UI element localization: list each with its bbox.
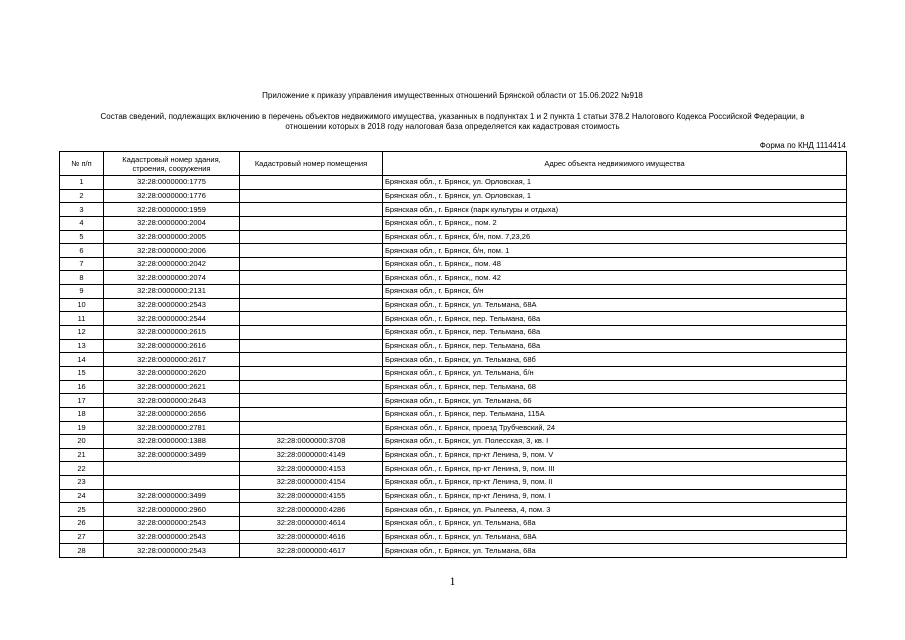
building-cadastral-number: 32:28:0000000:2656 (104, 407, 240, 421)
row-number: 26 (60, 517, 104, 531)
building-cadastral-number: 32:28:0000000:2042 (104, 257, 240, 271)
page-number: 1 (449, 574, 456, 588)
room-cadastral-number (240, 312, 383, 326)
table-header-row (60, 152, 847, 176)
table-row (60, 244, 847, 258)
address: Брянская обл., г. Брянск, ул. Тельмана, 68а (383, 517, 847, 531)
address: Брянская обл., г. Брянск, проезд Трубчевский, 24 (383, 421, 847, 435)
room-cadastral-number: 32:28:0000000:4614 (240, 517, 383, 531)
row-number: 16 (60, 380, 104, 394)
address: Брянская обл., г. Брянск, пер. Тельмана, 68а (383, 326, 847, 340)
address: Брянская обл., г. Брянск, пр-кт Ленина, 9, пом. I (383, 489, 847, 503)
address: Брянская обл., г. Брянск, пр-кт Ленина, 9, пом. V (383, 448, 847, 462)
room-cadastral-number (240, 257, 383, 271)
table-row (60, 230, 847, 244)
table-row (60, 271, 847, 285)
table-row (60, 517, 847, 531)
address: Брянская обл., г. Брянск, пер. Тельмана, 68 (383, 380, 847, 394)
room-cadastral-number: 32:28:0000000:4286 (240, 503, 383, 517)
table-row (60, 257, 847, 271)
row-number: 15 (60, 366, 104, 380)
column-header-address: Адрес объекта недвижимого имущества (383, 152, 847, 176)
row-number: 4 (60, 216, 104, 230)
table-row (60, 312, 847, 326)
address: Брянская обл., г. Брянск, б/н, пом. 7,23,26 (383, 230, 847, 244)
address: Брянская обл., г. Брянск, пер. Тельмана, 115А (383, 407, 847, 421)
table-row (60, 394, 847, 408)
room-cadastral-number (240, 176, 383, 190)
row-number: 13 (60, 339, 104, 353)
row-number: 1 (60, 176, 104, 190)
room-cadastral-number (240, 271, 383, 285)
table-row (60, 530, 847, 544)
building-cadastral-number (104, 462, 240, 476)
column-header-number: № п/п (60, 152, 104, 176)
address: Брянская обл., г. Брянск, ул. Орловская, 1 (383, 189, 847, 203)
room-cadastral-number: 32:28:0000000:4617 (240, 544, 383, 558)
building-cadastral-number: 32:28:0000000:1388 (104, 435, 240, 449)
address: Брянская обл., г. Брянск, ул. Тельмана, 68А (383, 298, 847, 312)
row-number: 6 (60, 244, 104, 258)
table-row (60, 339, 847, 353)
row-number: 11 (60, 312, 104, 326)
row-number: 23 (60, 476, 104, 490)
table-row (60, 476, 847, 490)
room-cadastral-number (240, 353, 383, 367)
room-cadastral-number (240, 380, 383, 394)
table-row (60, 435, 847, 449)
table-row (60, 380, 847, 394)
building-cadastral-number: 32:28:0000000:2615 (104, 326, 240, 340)
address: Брянская обл., г. Брянск,, пом. 48 (383, 257, 847, 271)
building-cadastral-number: 32:28:0000000:3499 (104, 489, 240, 503)
building-cadastral-number: 32:28:0000000:1959 (104, 203, 240, 217)
room-cadastral-number: 32:28:0000000:3708 (240, 435, 383, 449)
row-number: 12 (60, 326, 104, 340)
address: Брянская обл., г. Брянск,, пом. 42 (383, 271, 847, 285)
table-row (60, 326, 847, 340)
room-cadastral-number (240, 285, 383, 299)
row-number: 20 (60, 435, 104, 449)
table-row (60, 216, 847, 230)
building-cadastral-number: 32:28:0000000:2620 (104, 366, 240, 380)
row-number: 14 (60, 353, 104, 367)
row-number: 9 (60, 285, 104, 299)
row-number: 22 (60, 462, 104, 476)
room-cadastral-number (240, 326, 383, 340)
order-title: Приложение к приказу управления имущественных отношений Брянской области от 15.06.2022 №918 (262, 91, 643, 100)
row-number: 7 (60, 257, 104, 271)
building-cadastral-number: 32:28:0000000:2621 (104, 380, 240, 394)
room-cadastral-number (240, 203, 383, 217)
building-cadastral-number: 32:28:0000000:3499 (104, 448, 240, 462)
building-cadastral-number: 32:28:0000000:1776 (104, 189, 240, 203)
table-row (60, 176, 847, 190)
room-cadastral-number (240, 421, 383, 435)
table-row (60, 407, 847, 421)
column-header-room-cadastral: Кадастровый номер помещения (240, 152, 383, 176)
row-number: 8 (60, 271, 104, 285)
building-cadastral-number: 32:28:0000000:2781 (104, 421, 240, 435)
building-cadastral-number: 32:28:0000000:2543 (104, 298, 240, 312)
room-cadastral-number: 32:28:0000000:4616 (240, 530, 383, 544)
form-code: Форма по КНД 1114414 (759, 141, 846, 150)
building-cadastral-number (104, 476, 240, 490)
building-cadastral-number: 32:28:0000000:1775 (104, 176, 240, 190)
building-cadastral-number: 32:28:0000000:2960 (104, 503, 240, 517)
address: Брянская обл., г. Брянск, ул. Тельмана, 68а (383, 544, 847, 558)
table-row (60, 544, 847, 558)
room-cadastral-number: 32:28:0000000:4155 (240, 489, 383, 503)
building-cadastral-number: 32:28:0000000:2005 (104, 230, 240, 244)
document-description-line-1: Состав сведений, подлежащих включению в перечень объектов недвижимого имущества, указанных в подпунктах 1 и 2 пункта 1 статьи 378.2 Налогового Кодекса Российской Федерации, в (100, 112, 805, 121)
room-cadastral-number (240, 189, 383, 203)
building-cadastral-number: 32:28:0000000:2544 (104, 312, 240, 326)
row-number: 5 (60, 230, 104, 244)
building-cadastral-number: 32:28:0000000:2074 (104, 271, 240, 285)
address: Брянская обл., г. Брянск, ул. Полесская, 3, кв. I (383, 435, 847, 449)
document-description-line-2: отношении которых в 2018 году налоговая база определяется как кадастровая стоимость (285, 122, 620, 131)
address: Брянская обл., г. Брянск, ул. Рылеева, 4, пом. 3 (383, 503, 847, 517)
row-number: 28 (60, 544, 104, 558)
table-row (60, 421, 847, 435)
room-cadastral-number (240, 366, 383, 380)
table-row (60, 366, 847, 380)
address: Брянская обл., г. Брянск, б/н (383, 285, 847, 299)
table-row (60, 353, 847, 367)
building-cadastral-number: 32:28:0000000:2617 (104, 353, 240, 367)
address: Брянская обл., г. Брянск, ул. Тельмана, 68А (383, 530, 847, 544)
row-number: 3 (60, 203, 104, 217)
building-cadastral-number: 32:28:0000000:2004 (104, 216, 240, 230)
building-cadastral-number: 32:28:0000000:2543 (104, 530, 240, 544)
building-cadastral-number: 32:28:0000000:2616 (104, 339, 240, 353)
row-number: 24 (60, 489, 104, 503)
room-cadastral-number (240, 394, 383, 408)
row-number: 17 (60, 394, 104, 408)
room-cadastral-number (240, 407, 383, 421)
building-cadastral-number: 32:28:0000000:2543 (104, 544, 240, 558)
address: Брянская обл., г. Брянск, ул. Тельмана, 66 (383, 394, 847, 408)
room-cadastral-number (240, 244, 383, 258)
room-cadastral-number (240, 298, 383, 312)
room-cadastral-number (240, 339, 383, 353)
room-cadastral-number (240, 216, 383, 230)
table-row (60, 489, 847, 503)
address: Брянская обл., г. Брянск, ул. Тельмана, 68б (383, 353, 847, 367)
building-cadastral-number: 32:28:0000000:2006 (104, 244, 240, 258)
address: Брянская обл., г. Брянск, пр-кт Ленина, 9, пом. II (383, 476, 847, 490)
property-table (59, 151, 847, 558)
address: Брянская обл., г. Брянск, пр-кт Ленина, 9, пом. III (383, 462, 847, 476)
address: Брянская обл., г. Брянск, пер. Тельмана, 68а (383, 312, 847, 326)
column-header-building-cadastral: Кадастровый номер здания, строения, сооружения (104, 152, 240, 176)
table-row (60, 462, 847, 476)
row-number: 2 (60, 189, 104, 203)
table-row (60, 203, 847, 217)
building-cadastral-number: 32:28:0000000:2543 (104, 517, 240, 531)
row-number: 21 (60, 448, 104, 462)
room-cadastral-number: 32:28:0000000:4154 (240, 476, 383, 490)
address: Брянская обл., г. Брянск, ул. Орловская, 1 (383, 176, 847, 190)
address: Брянская обл., г. Брянск, б/н, пом. 1 (383, 244, 847, 258)
table-row (60, 503, 847, 517)
row-number: 10 (60, 298, 104, 312)
row-number: 27 (60, 530, 104, 544)
building-cadastral-number: 32:28:0000000:2131 (104, 285, 240, 299)
table-row (60, 189, 847, 203)
room-cadastral-number: 32:28:0000000:4153 (240, 462, 383, 476)
address: Брянская обл., г. Брянск, ул. Тельмана, б/н (383, 366, 847, 380)
address: Брянская обл., г. Брянск (парк культуры и отдыха) (383, 203, 847, 217)
address: Брянская обл., г. Брянск, пер. Тельмана, 68а (383, 339, 847, 353)
table-row (60, 298, 847, 312)
table-row (60, 448, 847, 462)
room-cadastral-number (240, 230, 383, 244)
table-row (60, 285, 847, 299)
row-number: 19 (60, 421, 104, 435)
row-number: 18 (60, 407, 104, 421)
row-number: 25 (60, 503, 104, 517)
building-cadastral-number: 32:28:0000000:2643 (104, 394, 240, 408)
room-cadastral-number: 32:28:0000000:4149 (240, 448, 383, 462)
address: Брянская обл., г. Брянск,, пом. 2 (383, 216, 847, 230)
